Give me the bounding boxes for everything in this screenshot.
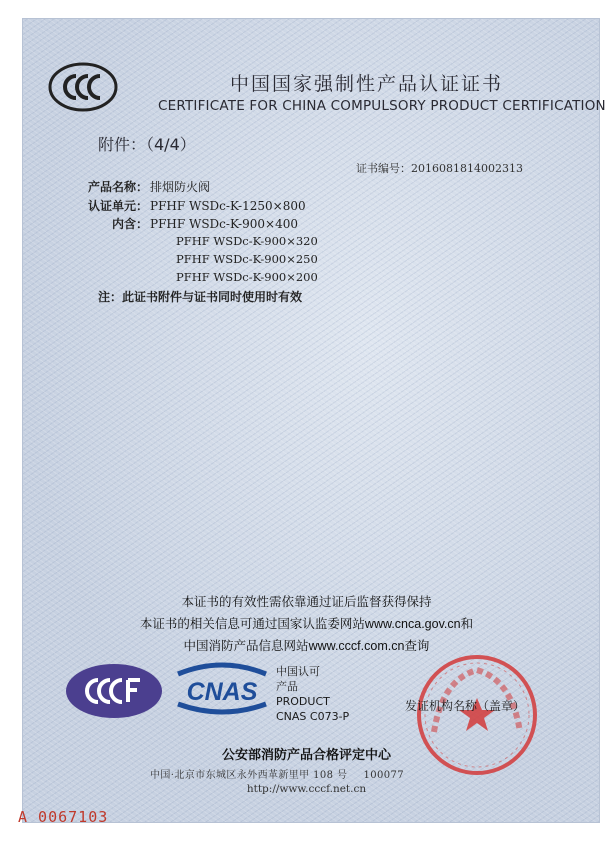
title-chinese: 中国国家强制性产品认证证书 — [230, 73, 504, 95]
cnas-accreditation-text — [276, 664, 349, 724]
validity-line-2-prefix: 本证书的相关信息可通过国家认监委网站 — [139, 616, 365, 631]
issuer-website[interactable]: http://www.cccf.net.cn — [246, 783, 367, 795]
ccc-logo-icon — [48, 62, 118, 112]
serial-number: A 0067103 — [18, 808, 109, 826]
validity-line-2-suffix: 和 — [460, 616, 474, 631]
cnas-logo-icon — [172, 660, 272, 716]
title-english: CERTIFICATE FOR CHINA COMPULSORY PRODUCT CERTIFICATION — [158, 98, 606, 114]
postal-code: 100077 — [363, 770, 405, 781]
annex-number: 附件：（4/4） — [98, 135, 196, 154]
issuer-label: 发证机构名称（盖章） — [405, 699, 526, 713]
cccf-logo-icon — [64, 662, 164, 720]
usage-note: 注：此证书附件与证书同时使用时有效 — [98, 290, 303, 304]
validity-line-3-prefix: 中国消防产品信息网站 — [183, 638, 309, 653]
cnas-line: PRODUCT — [276, 695, 330, 708]
model-item: PFHF WSDc-K-900×250 — [176, 252, 318, 266]
issuing-center-name: 公安部消防产品合格评定中心 — [221, 748, 391, 763]
cert-unit-row — [72, 197, 306, 214]
product-name-row — [72, 178, 210, 195]
model-item: PFHF WSDc-K-900×400 — [150, 217, 298, 231]
validity-line-2 — [0, 614, 613, 632]
cnca-link[interactable]: www.cnca.gov.cn — [364, 617, 461, 631]
contains-label: 内含： — [111, 217, 148, 231]
issuer-address — [150, 766, 404, 781]
svg-text:CNAS: CNAS — [186, 678, 258, 706]
contains-row — [72, 215, 298, 232]
certificate-number: 证书编号：2016081814002313 — [356, 162, 523, 175]
model-item: PFHF WSDc-K-900×200 — [176, 270, 318, 284]
product-name-label: 产品名称： — [87, 180, 148, 194]
model-item: PFHF WSDc-K-900×320 — [176, 234, 318, 248]
cnas-line: 中国认可 — [276, 665, 320, 678]
address-text: 中国·北京市东城区永外西革新里甲 108 号 — [150, 770, 348, 781]
cert-unit-value: PFHF WSDc-K-1250×800 — [150, 199, 306, 213]
cnas-line: 产品 — [276, 680, 298, 693]
cccf-link[interactable]: www.cccf.com.cn — [308, 639, 405, 653]
cnas-line: CNAS C073-P — [276, 710, 350, 723]
product-name-value: 排烟防火阀 — [150, 180, 211, 194]
validity-line-1: 本证书的有效性需依靠通过证后监督获得保持 — [181, 594, 432, 609]
cert-unit-label: 认证单元： — [87, 199, 148, 213]
validity-line-3-suffix: 查询 — [404, 638, 430, 653]
